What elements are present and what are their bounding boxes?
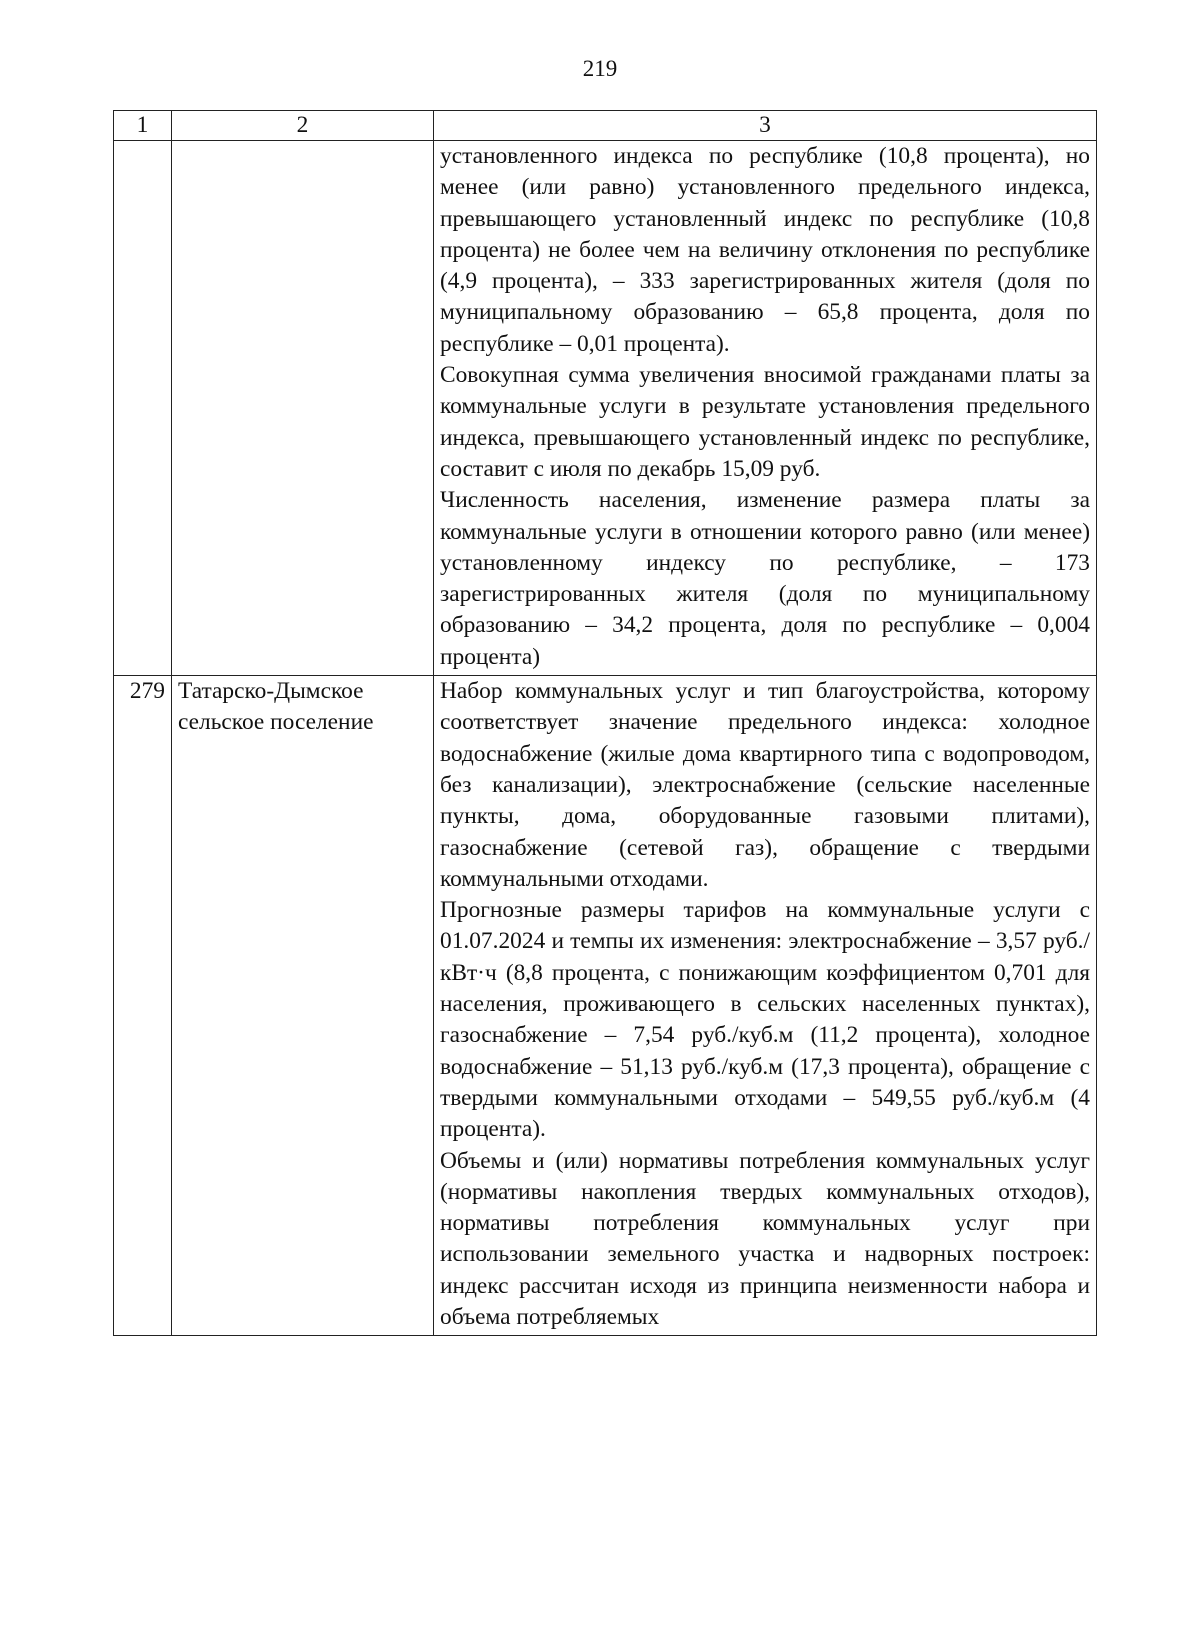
table-row: [114, 141, 1097, 676]
column-header-2: 2: [172, 111, 434, 141]
table-row: [114, 676, 1097, 1336]
description-paragraph: Численность населения, изменение размера платы за коммунальные услуги в отношении которого равно (или менее) установленному индексу по республике, – 173 зарегистрированных жителя (доля по муниципальному образованию – 34,2 процента, доля по республике – 0,004 процента): [440, 487, 1090, 670]
row-number: 279: [114, 676, 172, 1336]
description-paragraph: Набор коммунальных услуг и тип благоустройства, которому соответствует значение предельного индекса: холодное водоснабжение (жилые дома квартирного типа с водопроводом, без канализации), электроснабжение (сельские населенные пункты, дома, оборудованные газовыми плитами), газоснабжение (сетевой газ), обращение с твердыми коммунальными отходами.: [440, 678, 1090, 892]
description-paragraph: установленного индекса по республике (10,8 процента), но менее (или равно) установленного предельного индекса, превышающего установленный индекс по республике (10,8 процента) не более чем на величину отклонения по республике (4,9 процента), – 333 зарегистрированных жителя (доля по муниципальному образованию – 65,8 процента, доля по республике – 0,01 процента).: [440, 143, 1090, 357]
description-paragraph: Совокупная сумма увеличения вносимой гражданами платы за коммунальные услуги в результате установления предельного индекса, превышающего установленный индекс по республике, составит с июля по декабрь 15,09 руб.: [440, 362, 1090, 482]
description-paragraph: Прогнозные размеры тарифов на коммунальные услуги с 01.07.2024 и темпы их изменения: электроснабжение – 3,57 руб./кВт·ч (8,8 процента, с понижающим коэффициентом 0,701 для населения, проживающего в сельских населенных пунктах), газоснабжение – 7,54 руб./куб.м (11,2 процента), холодное водоснабжение – 51,13 руб./куб.м (17,3 процента), обращение с твердыми коммунальными отходами – 549,55 руб./куб.м (4 процента).: [440, 897, 1090, 1143]
description-paragraph: Объемы и (или) нормативы потребления коммунальных услуг (нормативы накопления твердых коммунальных отходов), нормативы потребления коммунальных услуг при использовании земельного участка и надворных построек: индекс рассчитан исходя из принципа неизменности набора и объема потребляемых: [440, 1147, 1090, 1330]
description-cell: [434, 141, 1097, 676]
row-number: [114, 141, 172, 676]
column-header-3: 3: [434, 111, 1097, 141]
page-number: 219: [582, 56, 618, 81]
tariff-table: [113, 110, 1097, 1336]
column-header-1: 1: [114, 111, 172, 141]
municipality-name: [172, 141, 434, 676]
municipality-name: Татарско-Дымское сельское поселение: [172, 676, 434, 1336]
table-header-row: [114, 111, 1097, 141]
description-cell: [434, 676, 1097, 1336]
